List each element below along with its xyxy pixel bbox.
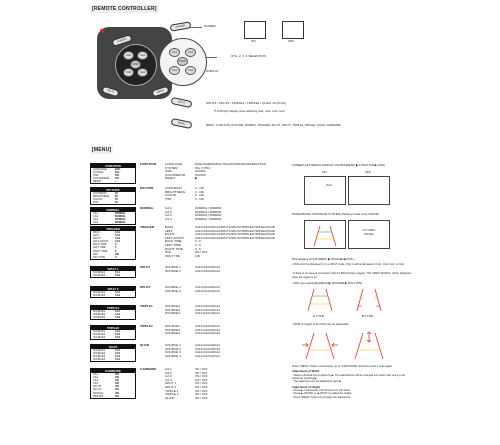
menu-osd-key: SOURCE2 <box>93 352 106 356</box>
ca3-button[interactable]: CA3 <box>123 68 134 77</box>
menu-osd-key: BACK <box>93 231 100 234</box>
menu-osd-title: TRIPLE1 <box>91 306 135 310</box>
menu-osd-key: SOURCE2 <box>93 294 106 298</box>
split-label: SPLIT1 / SPLIT2 / TRIPLE1 / TRIPLE2 / QUAD / AUTO(A) <box>206 101 286 105</box>
menu-category: TRIPLE2 <box>140 324 153 328</box>
pas-display-note: PAS displays On/Off (MENU ▶ TRIGGER ▶ PAS ) <box>292 257 355 261</box>
menu-osd-key: LANGUAGE <box>93 168 107 171</box>
menu-osd-value: NORMAL <box>115 218 126 222</box>
menu-category: TRIGGER <box>140 225 155 229</box>
menu-item-name: SOURCE2 <box>165 307 180 312</box>
menu-osd-line <box>91 180 135 183</box>
menu-osd-key: COLOR <box>93 198 102 202</box>
power-callout-line <box>190 27 202 28</box>
menu-button[interactable]: MENU <box>151 86 169 98</box>
menu-osd-value: ON <box>115 373 119 376</box>
menu-item-name: SPLIT 1 <box>165 381 177 386</box>
menu-osd-box <box>90 286 136 298</box>
menu-item-options: NORMAL / MIRROR <box>195 216 222 221</box>
adjust-note-5: - Press ▶ continuously until all lines turn into white. <box>292 389 351 393</box>
menu-item-name: SOURCE 3 <box>165 350 181 355</box>
menu-item-options: CA1/CA2/CA3/CA4/SPLIT1/SPLIT2/TRIPLE1/TRIPLE2/QUAD <box>195 232 276 237</box>
menu-osd-title: FUNCTION <box>91 164 135 168</box>
menu-osd-value: CA4 <box>115 358 121 362</box>
menu-item-options: CA1/CA2/CA3/CA4 <box>195 331 220 336</box>
menu-item-name: CCD MIRROR <box>165 172 186 177</box>
menu-osd-title: SPLIT 1 <box>91 267 135 271</box>
screen-on-icon <box>244 21 266 39</box>
menu-item-name: SOURCE1 <box>165 324 180 328</box>
menu-osd-line <box>91 294 135 297</box>
menu-item-options: ON / OFF <box>195 377 208 382</box>
menu-section-header: [MENU] <box>92 147 112 153</box>
menu-item-options: ▶ <box>195 176 198 181</box>
menu-osd-line <box>91 316 135 319</box>
menu-category: TRIPLE1 <box>140 304 153 308</box>
menu-osd-key: CA3 <box>93 379 98 383</box>
menu-osd-value: 3 <box>115 249 117 253</box>
remote-section-header: [REMOTE CONTROLLER] <box>92 6 157 12</box>
menu-item-name: CA 1 <box>165 367 172 371</box>
power-button[interactable]: POWER <box>111 34 132 47</box>
menu-item-options: NORMAL / MIRROR <box>195 213 222 218</box>
menu-item-name: LEFT+RIGHT <box>165 235 184 240</box>
menu-osd-value: CA1 <box>115 330 121 333</box>
menu-item-options: CA1/CA2/CA3/CA4 <box>195 265 220 269</box>
menu-osd-line <box>91 221 135 224</box>
menu-item-name: CA 1 <box>165 206 172 210</box>
menu-osd-value: CA2 <box>115 352 121 356</box>
menu-osd-key: PAS <box>93 252 98 256</box>
menu-item-options: ON / OFF <box>195 388 208 393</box>
pas-note-2: • If there is no camera connection with the BACK(Green trigger), "NO VIDEO SIGNAL" will be displayed when the trigger is on. <box>292 272 411 279</box>
menu-osd-key: SYSTEM <box>93 171 104 175</box>
menu-osd-value: 50 <box>115 195 118 199</box>
menu-osd-key: CCD MIRROR <box>93 177 110 181</box>
a-type-diagram <box>300 287 340 312</box>
menu-item-options: 0 - 5 <box>195 246 201 251</box>
menu-osd-key: SOURCE3 <box>93 336 106 340</box>
cam-off-screen <box>348 176 390 205</box>
menu-osd-value: ON <box>115 252 119 256</box>
menu-item-options: CA1/CA2/CA3/CA4 <box>195 327 220 332</box>
menu-osd-title: TRIPLE2 <box>91 326 135 330</box>
menu-item-name: RIGHT TIME <box>165 246 183 251</box>
display-label: DISPLAY <box>206 69 219 73</box>
menu-osd-value: CA1 <box>115 271 121 274</box>
menu-osd-key: SOURCE3 <box>93 355 106 359</box>
menu-category: SPLIT2 <box>140 285 151 289</box>
ca2-button[interactable]: CA2 <box>137 51 148 60</box>
menu-item-name: BACK TIME <box>165 239 182 244</box>
menu-item-name: SOURCE 1 <box>165 343 181 347</box>
cam-on-label: ON <box>322 170 327 174</box>
menu-osd-key: BRIGHTNESS <box>93 195 110 199</box>
menu-osd-value: CA3 <box>115 237 121 241</box>
menu-osd-value: CA2 <box>115 234 121 238</box>
pas-guide-lines <box>305 221 345 248</box>
split-button[interactable]: SPLIT <box>101 86 119 98</box>
pas-note-1: • PAS and it be displayed on in a SPLIT mode. Only it will be displayed in CA1, CA2, CA3, or CA4. <box>292 263 405 266</box>
power-button-detail: POWER <box>170 21 192 32</box>
pas-on-screen <box>304 220 346 249</box>
ca1-button[interactable]: CA1 <box>123 51 134 60</box>
no-video-label: NO VIDEO SIGNAL <box>362 229 376 236</box>
menu-osd-title: NORMAL <box>91 208 135 212</box>
menu-item-name: TRIPLE 1 <box>165 388 179 393</box>
ca-callout-line <box>205 57 217 58</box>
menu-item-name: SOURCE 2 <box>165 346 181 351</box>
menu-item-options: 0 - 5 <box>195 243 201 247</box>
ca-selection-label: CH1, 2, 3, 4 SELECTION <box>231 54 266 58</box>
menu-osd-box <box>90 207 136 225</box>
menu-item-options: CA1/CA2/CA3/CA4 <box>195 350 220 355</box>
ca4-detail: CA4 <box>185 66 196 75</box>
menu-osd-value: CA4 <box>115 240 121 244</box>
width-height-note: • Width & height of the PAS can be adjustable. <box>292 322 350 326</box>
menu-item-options: CA1/CA2/CA3/CA4 <box>195 311 220 316</box>
menu-item-options: PAL / NTSC <box>195 165 211 170</box>
menu-osd-value: ON <box>115 376 119 380</box>
menu-item-options: ON / OFF <box>195 250 208 255</box>
menu-osd-value: ON <box>115 174 119 178</box>
adjust-height-heading: Adjustment of Height <box>292 384 321 389</box>
menu-osd-box <box>90 163 136 184</box>
menu-item-options: ON / OFF <box>195 381 208 386</box>
menu-osd-box <box>90 305 136 320</box>
menu-osd-value: CA3 <box>115 316 121 320</box>
menu-item-options: ON / OFF <box>195 374 208 379</box>
menu-item-options: ON/OFF <box>195 169 206 174</box>
power-label: POWER <box>204 24 216 28</box>
menu-osd-value: CA2 <box>115 294 121 298</box>
menu-osd-value: ✓ <box>115 180 118 184</box>
menu-item-name: PAS <box>165 250 171 255</box>
menu-item-name: SOURCE1 <box>165 304 180 308</box>
menu-item-options: CA1/CA2/CA3/CA4/SPLIT1/SPLIT2/TRIPLE1/TRIPLE2/QUAD <box>195 225 276 229</box>
menu-osd-key: LEFT <box>93 234 100 238</box>
menu-item-name: QUAD <box>165 395 174 400</box>
menu-osd-box <box>90 368 136 399</box>
menu-item-options: ON / OFF <box>195 385 208 389</box>
menu-osd-value: 50 <box>115 198 118 202</box>
menu-item-options: A/B <box>195 253 200 258</box>
menu-item-name: CA 3 <box>165 374 172 379</box>
split-button-detail: SPLIT <box>171 97 193 108</box>
menu-item-name: SOURCE3 <box>165 311 180 316</box>
menu-item-name: TRIPLE 2 <box>165 392 179 397</box>
menu-item-options: 0 - 100 <box>195 189 204 194</box>
menu-osd-key: CA2 <box>93 215 98 219</box>
menu-item-options: CA1/CA2/CA3/CA4 <box>195 346 220 351</box>
menu-osd-box <box>90 325 136 340</box>
menu-osd-title: PICTURE <box>91 188 135 192</box>
menu-button-detail: MENU <box>171 118 193 129</box>
menu-item-name: SPLIT 2 <box>165 385 177 389</box>
menu-osd-title: CAMMODE <box>91 369 135 373</box>
menu-item-options: NORMAL / MIRROR <box>195 209 222 214</box>
menu-osd-key: TRIPLE1 <box>93 391 104 395</box>
menu-item-name: SOURCE 4 <box>165 353 181 358</box>
menu-osd-value: ENG <box>115 168 121 171</box>
menu-category: CAMMODE <box>140 367 157 371</box>
menu-item-name: SOURCE2 <box>165 327 180 332</box>
menu-osd-line <box>91 358 135 361</box>
split-note: ※ AUTO(A) display: Auto switching CA1, CA2, CA3, CA4 <box>214 109 285 113</box>
adjust-note-6: - Press ▶ (ZOOM) or ◀ (SPLIT) to adjust the height. <box>292 392 352 396</box>
menu-osd-key: SOURCE1 <box>93 310 106 313</box>
menu-osd-key: SOURCE3 <box>93 316 106 320</box>
led-indicator-icon <box>100 29 104 33</box>
menu-osd-key: SOURCE2 <box>93 274 106 278</box>
ca3-detail: CA3 <box>169 66 180 75</box>
menu-osd-value: CA2 <box>115 274 121 278</box>
menu-osd-key: TINT <box>93 201 99 205</box>
menu-osd-key: LEFT TIME <box>93 246 106 250</box>
menu-category: NORMAL <box>140 206 154 210</box>
menu-category: QUAD <box>140 343 150 347</box>
menu-item-name: RESET <box>165 176 176 181</box>
menu-osd-value: CA1 <box>115 310 121 313</box>
menu-category: FUNCTION <box>140 162 156 166</box>
menu-item-options: ON / OFF <box>195 395 208 400</box>
menu-osd-value: CA2 <box>115 333 121 337</box>
menu-osd-key: SOURCE1 <box>93 349 106 352</box>
menu-item-options: CA1/CA2/CA3/CA4 <box>195 268 220 273</box>
menu-item-name: SOURCE3 <box>165 331 180 336</box>
menu-osd-box <box>90 226 136 260</box>
menu-category: PICTURE <box>140 186 154 190</box>
menu-osd-key: CA2 <box>93 376 98 380</box>
menu-osd-title: SPLIT 2 <box>91 287 135 291</box>
menu-item-options: 0 - 100 <box>195 193 204 198</box>
cam-off-label: OFF <box>365 170 372 174</box>
menu-item-name: LEFT TIME <box>165 243 181 247</box>
menu-osd-line <box>91 274 135 277</box>
menu-item-name: OSD <box>165 169 172 174</box>
menu-osd-line <box>91 256 135 259</box>
menu-item-options: CA1/CA2/CA3/CA4 <box>195 307 220 312</box>
menu-osd-value: 3 <box>115 246 117 250</box>
menu-osd-key: TRIPLE2 <box>93 394 104 398</box>
menu-osd-key: CA1 <box>93 212 98 215</box>
menu-osd-value: ON <box>115 388 119 392</box>
menu-item-name: SOURCE 1 <box>165 265 181 269</box>
menu-item-options: ENGLISH/ESPAÑOL/ITALIANO/FRANÇAIS/DEUTSCH <box>195 162 266 166</box>
menu-osd-key: RIGHT TIME <box>93 249 108 253</box>
menu-osd-line <box>91 395 135 398</box>
menu-item-name: PAS TYPE <box>165 253 180 258</box>
menu-item-name: LEFT <box>165 228 173 233</box>
menu-item-options: 0 - 100 <box>195 196 204 201</box>
menu-item-name: LANGUAGE <box>165 162 183 166</box>
menu-item-name: RIGHT <box>165 232 175 237</box>
menu-osd-key: SOURCE1 <box>93 330 106 333</box>
adjust-note-2: - Select a desired line to adjust by ▶. The selected line will be changed into white color one by one whenever pressing ▶. <box>292 373 405 381</box>
adjust-instructions <box>292 365 410 399</box>
menu-osd-value: ON <box>115 379 119 383</box>
menu-item-name: CONTRAST <box>165 186 183 190</box>
menu-osd-line <box>91 336 135 339</box>
display-button[interactable]: DISP <box>130 60 141 69</box>
menu-osd-value: PAL <box>115 171 120 175</box>
height-adjust-diagram <box>349 330 389 360</box>
menu-osd-key: SOURCE2 <box>93 313 106 317</box>
b-type-diagram <box>349 287 389 312</box>
pas-title: PAS(PARKING ASSTANCE SYSTEM)-Parking Guide Line) ON/OFF <box>292 212 380 216</box>
menu-item-name: CA 2 <box>165 209 172 214</box>
menu-osd-key: CA4 <box>93 382 98 386</box>
menu-osd-value: ON <box>115 385 119 389</box>
menu-osd-key: SPLIT1 <box>93 385 102 389</box>
menu-osd-key: SOURCE1 <box>93 271 106 274</box>
menu-osd-key: SPLIT2 <box>93 388 102 392</box>
menu-osd-value: ON <box>115 391 119 395</box>
adjust-note-3: - The select line can be adjusted by ◀ or ▶. <box>292 380 342 384</box>
menu-osd-title: TRIGGER <box>91 227 135 231</box>
menu-osd-key: LEFT+RIGHT <box>93 240 109 244</box>
menu-item-name: CA 2 <box>165 370 172 375</box>
a-type-label: A TYPE <box>313 314 324 318</box>
menu-item-options: 0 - 100 <box>195 186 204 190</box>
screen-off-icon <box>282 21 304 39</box>
adjust-note-7: - Press "MENU" button to complete the adjustment. <box>292 395 351 399</box>
ca2-detail: CA2 <box>185 48 196 57</box>
menu-osd-box <box>90 187 136 205</box>
cam-lettering-title: CAMERA LETTERING DISPLAY ON/OFF(MENU ▶ FUNCTION ▶ OSD) <box>292 163 385 167</box>
menu-item-name: SOURCE 2 <box>165 268 181 273</box>
b-type-label: B TYPE <box>362 314 373 318</box>
ca1-screen-label: CA1 <box>326 183 333 187</box>
menu-osd-line <box>91 201 135 204</box>
menu-item-name: SOURCE 1 <box>165 285 181 289</box>
menu-item-name: SOURCE 2 <box>165 288 181 293</box>
on-label: ON <box>251 39 256 43</box>
menu-osd-box <box>90 344 136 362</box>
ca1-detail: CA1 <box>169 48 180 57</box>
width-adjust-diagram <box>300 330 340 360</box>
menu-item-name: BRIGHTNESS <box>165 189 186 194</box>
menu-osd-value: CA1 <box>115 291 121 294</box>
menu-osd-value: CA1 <box>115 231 121 234</box>
menu-osd-key: CONTRAST <box>93 192 107 195</box>
menu-osd-value: ON <box>115 394 119 398</box>
off-label: OFF <box>288 39 295 43</box>
menu-item-name: BACK <box>165 225 174 229</box>
disp-detail: DISP <box>177 57 188 66</box>
menu-item-options: CA1/CA2/CA3/CA4 <box>195 288 220 293</box>
pas-type-note: • PAS type selectable(MENU ▶ TRIGGER ▶ PAS TYPE) <box>292 281 363 285</box>
menu-label: MENU : FUNCTION, PICTURE, NORMAL, TRIGGER, SPLIT1, SPLIT2, TRIPLE1, TRIPLE2, QUAD, CAMMODE <box>206 124 341 127</box>
menu-osd-value: ON <box>115 382 119 386</box>
menu-osd-value: NORMAL <box>115 221 126 225</box>
menu-item-name: CA 4 <box>165 216 172 221</box>
adjust-note-0: Press "MENU" button continuously up to "CAM MODE" and then press it once again. <box>292 365 393 368</box>
menu-osd-value: ON <box>115 177 119 181</box>
menu-item-options: CA1/CA2/CA3/CA4 <box>195 285 220 289</box>
menu-item-name: COLOR <box>165 193 177 198</box>
menu-item-options: CA1/CA2/CA3/CA4 <box>195 304 220 308</box>
menu-osd-key: RIGHT <box>93 237 101 241</box>
menu-osd-value: NORMAL <box>115 212 126 215</box>
menu-osd-key: OSD <box>93 174 99 178</box>
menu-osd-title: QUAD <box>91 345 135 349</box>
menu-item-name: CA 4 <box>165 377 172 382</box>
menu-item-options: ON / OFF <box>195 367 208 371</box>
menu-item-name: TINT <box>165 196 172 201</box>
cam-on-screen <box>304 176 346 205</box>
menu-item-options: CA1/CA2/CA3/CA4 <box>195 324 220 328</box>
menu-item-options: ON / OFF <box>195 392 208 397</box>
menu-item-options: CA1/CA2/CA3/CA4 <box>195 353 220 358</box>
menu-osd-value: 3 <box>115 243 117 247</box>
menu-osd-key: RESET <box>93 180 102 184</box>
menu-osd-key: PAS TYPE <box>93 255 105 259</box>
menu-osd-key: SOURCE4 <box>93 358 106 362</box>
menu-osd-key: SOURCE1 <box>93 291 106 294</box>
menu-item-name: SYSTEM <box>165 165 178 170</box>
menu-osd-value: 50 <box>115 201 118 205</box>
menu-osd-key: CA4 <box>93 221 98 225</box>
menu-category: SPLIT1 <box>140 265 151 269</box>
menu-osd-value: 50 <box>115 192 118 195</box>
menu-item-name: CA 3 <box>165 213 172 218</box>
menu-osd-value: CA2 <box>115 313 121 317</box>
menu-item-options: ON/OFF <box>195 172 206 177</box>
menu-osd-key: CA3 <box>93 218 98 222</box>
ca4-button[interactable]: CA4 <box>137 68 148 77</box>
menu-osd-key: SOURCE2 <box>93 333 106 337</box>
menu-osd-value: CA1 <box>115 349 121 352</box>
menu-item-options: CA1/CA2/CA3/CA4 <box>195 343 220 347</box>
menu-item-options: NORMAL / MIRROR <box>195 206 222 210</box>
menu-osd-value: A <box>115 255 117 259</box>
menu-osd-key: CA1 <box>93 373 98 376</box>
adjust-width-heading: Adjustment of Width <box>292 369 320 374</box>
menu-osd-value: CA3 <box>115 355 121 359</box>
menu-osd-key: BACK TIME <box>93 243 107 247</box>
menu-osd-value: CA3 <box>115 336 121 340</box>
menu-item-options: ON / OFF <box>195 370 208 375</box>
menu-item-options: 0 - 5 <box>195 239 201 244</box>
menu-osd-box <box>90 266 136 278</box>
menu-item-options: CA1/CA2/CA3/CA4/SPLIT1/SPLIT2/TRIPLE1/TRIPLE2/QUAD <box>195 228 276 233</box>
menu-item-options: CA1/CA2/CA3/CA4/SPLIT1/SPLIT2/TRIPLE1/TRIPLE2/QUAD <box>195 235 276 240</box>
menu-osd-value: NORMAL <box>115 215 126 219</box>
